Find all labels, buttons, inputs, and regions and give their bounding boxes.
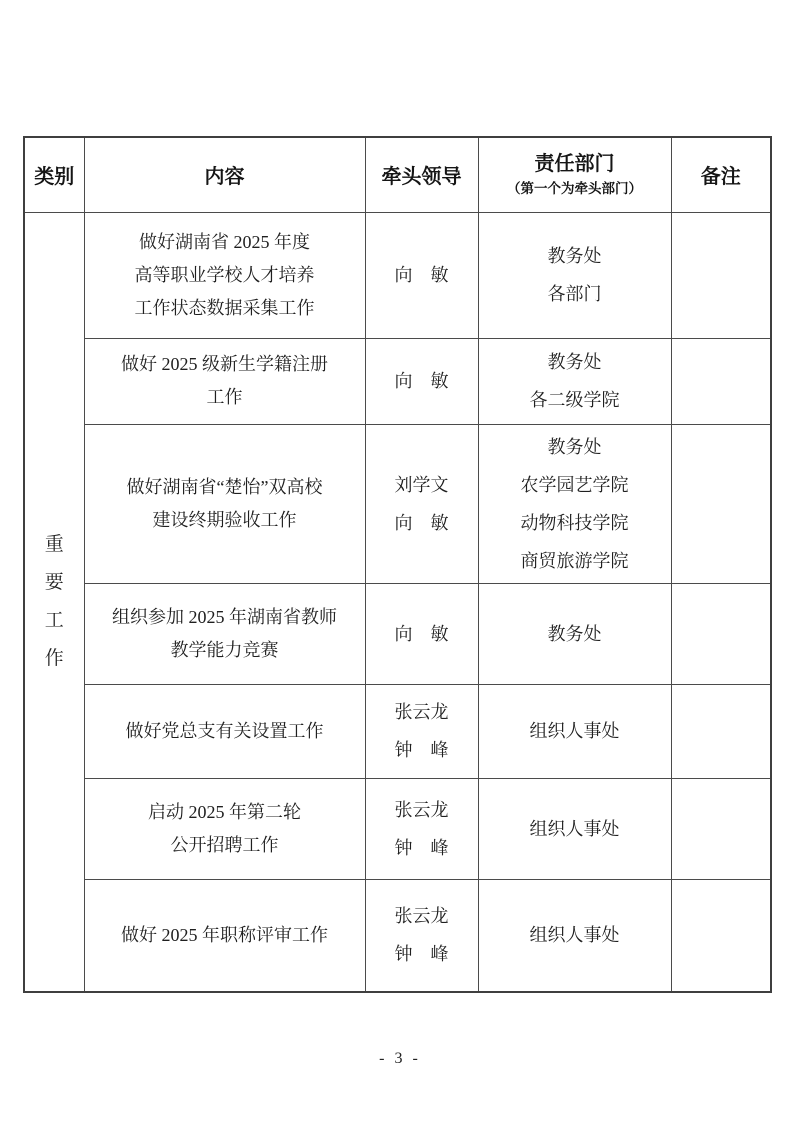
header-row <box>24 137 771 212</box>
leader-name: 向 敏 <box>394 623 449 644</box>
table-row <box>24 778 771 879</box>
content-cell <box>84 879 365 992</box>
remark-cell <box>671 778 771 879</box>
department-name: 教务处 <box>547 436 602 457</box>
work-plan-table <box>23 136 772 993</box>
department-name: 动物科技学院 <box>520 512 629 533</box>
leader-name: 张云龙 <box>394 799 449 820</box>
leader-name: 钟 峰 <box>394 740 449 760</box>
content-line: 教学能力竞赛 <box>170 639 279 660</box>
header-cell-leader: 牵头领导 <box>365 137 478 212</box>
content-cell <box>84 778 365 879</box>
table-row <box>24 583 771 684</box>
department-name: 教务处 <box>547 246 602 266</box>
content-line: 工作 <box>206 387 243 407</box>
remark-cell <box>671 583 771 684</box>
content-line: 做好湖南省 2025 年度 <box>139 231 310 252</box>
leader-name: 钟 峰 <box>394 837 449 858</box>
content-line: 工作状态数据采集工作 <box>134 297 315 318</box>
department-name: 组织人事处 <box>529 721 620 741</box>
department-cell <box>478 583 671 684</box>
category-char: 要 <box>44 571 64 593</box>
leader-name: 张云龙 <box>394 702 449 722</box>
leader-name: 向 敏 <box>394 512 449 533</box>
department-name: 组织人事处 <box>529 818 620 839</box>
leader-name: 钟 峰 <box>394 944 449 965</box>
remark-cell <box>671 212 771 338</box>
department-name: 各部门 <box>547 284 602 304</box>
remark-cell <box>671 879 771 992</box>
content-line: 做好湖南省“楚怡”双高校 <box>126 476 323 497</box>
content-line: 做好党总支有关设置工作 <box>125 720 324 741</box>
leader-cell <box>365 684 478 778</box>
department-name: 各二级学院 <box>529 390 620 410</box>
header-cell-remark: 备注 <box>671 137 771 212</box>
header-department-note: （第一个为牵头部门） <box>507 180 642 196</box>
leader-name: 向 敏 <box>394 371 449 391</box>
header-department-title: 责任部门 <box>534 152 615 175</box>
category-cell <box>24 212 84 992</box>
leader-cell <box>365 424 478 583</box>
remark-cell <box>671 684 771 778</box>
department-cell <box>478 424 671 583</box>
leader-cell <box>365 212 478 338</box>
content-line: 做好 2025 级新生学籍注册 <box>121 354 328 374</box>
department-name: 教务处 <box>547 352 602 372</box>
content-line: 高等职业学校人才培养 <box>134 264 315 285</box>
department-cell <box>478 338 671 424</box>
department-cell <box>478 778 671 879</box>
department-cell <box>478 212 671 338</box>
table-row <box>24 879 771 992</box>
leader-cell <box>365 778 478 879</box>
department-name: 农学园艺学院 <box>520 474 629 495</box>
leader-name: 向 敏 <box>394 265 449 285</box>
content-cell <box>84 684 365 778</box>
content-line: 公开招聘工作 <box>170 834 279 855</box>
header-cell-department <box>478 137 671 212</box>
table-row <box>24 424 771 583</box>
department-name: 教务处 <box>547 623 602 644</box>
department-name: 商贸旅游学院 <box>520 550 629 571</box>
table-row <box>24 684 771 778</box>
remark-cell <box>671 338 771 424</box>
header-cell-content: 内容 <box>84 137 365 212</box>
content-cell <box>84 583 365 684</box>
leader-cell <box>365 583 478 684</box>
department-name: 组织人事处 <box>529 925 620 946</box>
category-char: 工 <box>44 609 64 631</box>
table-row <box>24 338 771 424</box>
leader-cell <box>365 879 478 992</box>
category-char: 作 <box>44 647 64 669</box>
page-number: - 3 - <box>379 1050 421 1067</box>
content-cell <box>84 424 365 583</box>
content-line: 建设终期验收工作 <box>152 509 297 530</box>
department-cell <box>478 879 671 992</box>
content-cell <box>84 212 365 338</box>
leader-name: 刘学文 <box>394 474 449 495</box>
category-char: 重 <box>44 533 64 555</box>
leader-cell <box>365 338 478 424</box>
content-cell <box>84 338 365 424</box>
content-line: 组织参加 2025 年湖南省教师 <box>112 606 337 627</box>
table-row <box>24 212 771 338</box>
content-line: 做好 2025 年职称评审工作 <box>121 924 328 945</box>
department-cell <box>478 684 671 778</box>
header-cell-category: 类别 <box>24 137 84 212</box>
leader-name: 张云龙 <box>394 906 449 927</box>
content-line: 启动 2025 年第二轮 <box>148 801 301 822</box>
remark-cell <box>671 424 771 583</box>
